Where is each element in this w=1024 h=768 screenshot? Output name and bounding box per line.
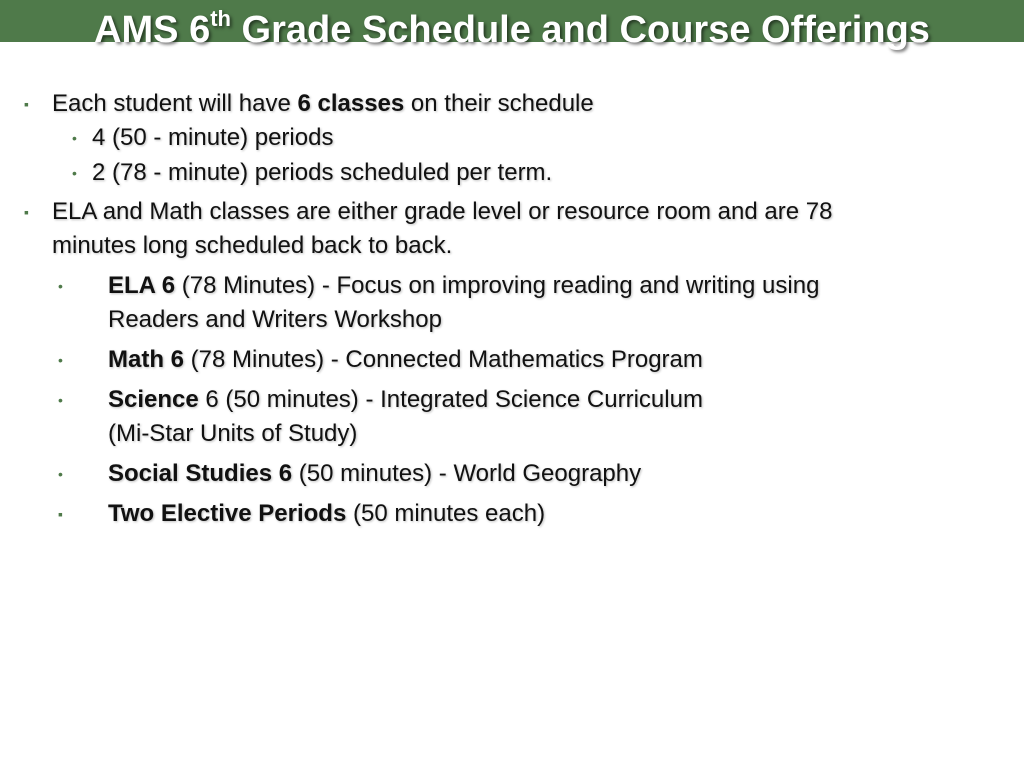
course-science-desc: 6 (50 minutes) - Integrated Science Curriculum bbox=[198, 386, 703, 413]
bullet-ela-math-line1: ELA and Math classes are either grade level or resource room and are 78 bbox=[52, 198, 833, 225]
course-ela-desc: (78 Minutes) - Focus on improving reading and writing using bbox=[175, 272, 820, 299]
course-electives-desc: (50 minutes each) bbox=[346, 500, 546, 527]
course-math-name: Math 6 bbox=[108, 346, 185, 373]
square-bullet-icon: ▪ bbox=[24, 204, 29, 220]
course-science-name: Science bbox=[108, 386, 199, 413]
course-electives bbox=[108, 499, 545, 529]
classes-text-post: on their schedule bbox=[404, 90, 594, 117]
dot-bullet-icon: • bbox=[72, 130, 77, 146]
course-science-line2: (Mi-Star Units of Study) bbox=[108, 420, 358, 447]
course-math-desc: (78 Minutes) - Connected Mathematics Program bbox=[184, 346, 703, 373]
course-social-desc: (50 minutes) - World Geography bbox=[292, 460, 642, 487]
title-text-end: Grade Schedule and Course Offerings bbox=[230, 9, 930, 51]
course-science bbox=[108, 385, 703, 415]
dot-bullet-icon: • bbox=[58, 352, 63, 368]
course-social-studies bbox=[108, 459, 641, 489]
square-bullet-icon: ▪ bbox=[58, 506, 63, 522]
classes-count: 6 classes bbox=[297, 90, 405, 117]
course-ela-name: ELA 6 bbox=[108, 272, 176, 299]
course-ela-line2: Readers and Writers Workshop bbox=[108, 306, 442, 333]
dot-bullet-icon: • bbox=[58, 278, 63, 294]
sub-bullet-78-minute: 2 (78 - minute) periods scheduled per term. bbox=[92, 159, 553, 186]
title-superscript: th bbox=[210, 6, 231, 31]
dot-bullet-icon: • bbox=[72, 165, 77, 181]
square-bullet-icon: ▪ bbox=[24, 96, 29, 112]
course-social-name: Social Studies 6 bbox=[108, 460, 293, 487]
classes-text-pre: Each student will have bbox=[52, 90, 298, 117]
bullet-classes bbox=[52, 89, 594, 119]
bullet-ela-math-line2: minutes long scheduled back to back. bbox=[52, 232, 453, 259]
course-electives-name: Two Elective Periods bbox=[108, 500, 347, 527]
course-math bbox=[108, 345, 703, 375]
dot-bullet-icon: • bbox=[58, 466, 63, 482]
sub-bullet-50-minute: 4 (50 - minute) periods bbox=[92, 124, 334, 151]
title-text-start: AMS 6 bbox=[94, 9, 211, 51]
dot-bullet-icon: • bbox=[58, 392, 63, 408]
course-ela bbox=[108, 271, 819, 301]
